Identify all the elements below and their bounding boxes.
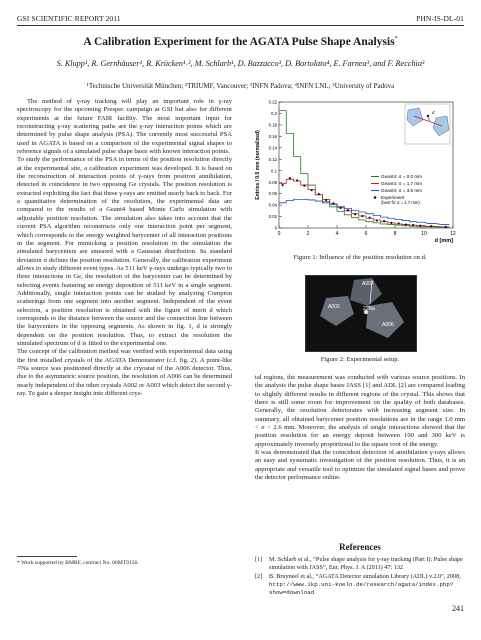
reference-item (255, 556, 465, 572)
references-list (255, 556, 465, 598)
data-point (332, 202, 334, 204)
x-tick-label: 8 (393, 231, 397, 237)
x-tick-label: 0 (277, 231, 281, 237)
data-point (318, 193, 320, 195)
figure-1-caption: Figure 1: Influence of the position resolution on d. (293, 254, 427, 261)
data-point (430, 225, 432, 227)
paragraph: It was demonstrated that the coincident detection of annihilation γ-rays allows an easy and systematic investigation of the position resolution. Thus, it is an appropriate and versatile tool to optimize the simulated signal bases and prove the detector performance online. (255, 449, 465, 482)
y-tick-label: 0.04 (268, 202, 277, 208)
x-axis-label: d [mm] (434, 238, 453, 244)
legend-label: Geant4: σ = 0.0 mm (381, 174, 423, 179)
reference-number: [2] (255, 573, 263, 581)
data-point (347, 209, 349, 211)
reference-url[interactable]: http://www.ikp.uni-koeln.de/research/agata/index.php?show=download (269, 580, 454, 596)
inset-label: d (432, 111, 435, 116)
y-tick-label: 0.02 (268, 214, 277, 220)
paper-title (0, 36, 481, 48)
data-point (282, 184, 284, 186)
data-point (361, 215, 363, 217)
data-point (325, 199, 327, 201)
x-tick-label: 2 (306, 231, 310, 237)
legend-label: Experiment (381, 195, 405, 200)
paragraph: The concept of the calibration method was verified with experimental data using the first installed crystals of the AGATA Demonstrator (c.f. fig. 2). A point-like ²²Na source was positioned directly at the cryostat of the A006 detector. Thus, due to the asymmetric source position, the resolution of A006 can be determined nearly independent of the other crystals A002 or A003 which detect the second γ-ray. To gain a deeper insight into different crys- (17, 348, 232, 398)
references-heading: References (339, 542, 381, 552)
crystal-label: A002 (362, 281, 374, 287)
paragraph: tal regions, the measurement was conducted with various source positions. In the analysis the pulse shape bases JASS [1] and ADL [2] are compared leading to slightly different results in different regions of the crystal. This shows that there is still some room for improvement on the quality of both databases. Generally, the resolution deteriorates with increasing segment size. In summary, all obtained barycenter position resolutions are in the range 1.0 mm < σ < 2.6 mm. Moreover, the analysis of single interactions showed that the position resolution for an energy deposit between 100 and 300 keV is approximately inversely proportional to the square root of the energy. (255, 374, 465, 448)
y-tick-label: 0.16 (268, 133, 277, 139)
x-tick-label: 10 (421, 231, 427, 237)
y-tick-label: 0.22 (268, 99, 277, 105)
data-point (390, 222, 392, 224)
data-point (369, 217, 371, 219)
affiliations: ¹Technische Universität München; ²TRIUMF, Vancouver; ³INFN Padova; ⁴INFN LNL; ⁵University of Padova (86, 82, 395, 90)
data-point (340, 207, 342, 209)
footnote-rule (17, 556, 77, 557)
legend-sublabel: (best fit: σ = 1.7 mm) (381, 200, 420, 205)
crystal-label: A003 (328, 304, 340, 310)
x-tick-label: 4 (335, 231, 339, 237)
data-point (398, 222, 400, 224)
data-point (289, 177, 291, 179)
y-tick-label: 0.2 (271, 111, 277, 117)
body-left-column (17, 98, 232, 398)
data-point (296, 179, 298, 181)
figure-2-photo (305, 275, 417, 352)
data-point (412, 224, 414, 226)
y-tick-label: 0.08 (268, 179, 277, 185)
page-number: 241 (452, 604, 464, 613)
reference-text (269, 573, 465, 596)
y-axis-label: Entries / 0.5 mm (normalized) (255, 130, 261, 200)
figure-1-chart (253, 96, 467, 246)
footnote: * Work supported by BMBF, contract No. 06MT9156. (17, 560, 139, 566)
header-report-id: PHN-IS-DL-01 (416, 14, 464, 23)
paragraph: To study the performance of the PSA in terms of the position resolution directly at the experimental site, a calibration experiment was developed. It is based on the reconstruction of interaction points of γ-rays from positron annihilation, detected in coincidence in two opposing Ge crystals. The position resolution is extracted exploiting the fact that these γ-rays are emitted nearly back to back. For a quantitative determination of the resolution, the experimental data are compared to the results of a Geant4 based Monte Carlo simulation with adjustable position resolution. The simulation also takes into account that the current PSA algorithm reconstructs only one interaction point per segment, which corresponds to the energy weighted barycenter of all interaction positions in the segment. For mimicking a position resolution in the simulation the simulated barycenters are smeared with a Gaussian distribution. Its standard deviation σ defines the position resolution. Generally, the calibration experiment allows to study different event types. As 511 keV γ-rays undergo typically two to three interactions in Ge, the resolution of the barycenter can be determined by selecting events featuring an energy deposition of 511 keV in a single segment. Additionally, single interaction points can be studied by analyzing Compton scatterings from one segment into another segment. Independent of the event selection, a position resolution is obtained with the figure of merit d which corresponds to the distance between the source and the connection line between the barycenters in the opposing segments. As shown in fig. 1, d is strongly dependent on the position resolution. Thus, to extract the resolution the simulated spectrum of d is fitted to the experimental one. (17, 156, 232, 347)
figure-2-caption: Figure 2: Experimental setup. (320, 356, 400, 363)
source-label: 22Na (363, 306, 375, 312)
data-point (376, 219, 378, 221)
data-point (383, 220, 385, 222)
data-point (311, 189, 313, 191)
author-list: S. Klupp¹, R. Gernhäuser¹, R. Krücken¹˒², M. Schlarb¹, D. Bazzacco³, D. Bortolato⁴, E. Farnea³, and F. Recchia³ (56, 59, 425, 68)
y-tick-label: 0.12 (268, 156, 277, 162)
crystal-label: A006 (382, 322, 394, 328)
data-point (354, 213, 356, 215)
title-text: A Calibration Experiment for the AGATA Pulse Shape Analysis (83, 36, 395, 48)
setup-photo-graphic (306, 276, 416, 351)
data-point (419, 225, 421, 227)
body-right-column (255, 374, 465, 482)
header-journal: GSI SCIENTIFIC REPORT 2011 (17, 14, 121, 23)
legend-label: Geant4: σ = 1.7 mm (381, 181, 423, 186)
data-point (405, 223, 407, 225)
paragraph: The method of γ-ray tracking will play an important role in γ-ray spectroscopy for the upcoming Prespec campaign at GSI but also for different experiments at the future FAIR facility. The most important input for reconstructing γ-ray scattering paths are the γ-ray interaction points which are determined by pulse shape analysis (PSA). The currently most successful PSA used in AGATA is based on a comparison of the experimental signal shapes to reference signals of a simulated pulse shape basis with known interaction points. (17, 98, 232, 156)
x-tick-label: 12 (450, 231, 456, 237)
reference-number: [1] (255, 556, 263, 563)
y-tick-label: 0.18 (268, 122, 277, 128)
y-tick-label: 0 (274, 225, 277, 231)
header-rule (17, 25, 464, 26)
y-tick-label: 0.1 (271, 168, 277, 174)
data-point (303, 185, 305, 187)
legend-label: Geant4: σ = 3.5 mm (381, 188, 423, 193)
y-tick-label: 0.14 (268, 145, 277, 151)
reference-text-body: B. Bruyneel et al., “AGATA Detector simulation Library (ADL) v.2.0”, 2008, (269, 573, 461, 581)
reference-text: M. Schlarb et al., “Pulse shape analysis for γ-ray tracking (Part I): Pulse shape simulation with JASS”, Eur. Phys. J. A (2011) 47: 132 (269, 556, 463, 571)
data-point (445, 226, 447, 228)
reference-item (255, 573, 465, 596)
y-tick-label: 0.06 (268, 191, 277, 197)
title-footnote-mark: * (394, 36, 398, 43)
x-tick-label: 6 (364, 231, 368, 237)
legend-swatch (374, 196, 377, 199)
